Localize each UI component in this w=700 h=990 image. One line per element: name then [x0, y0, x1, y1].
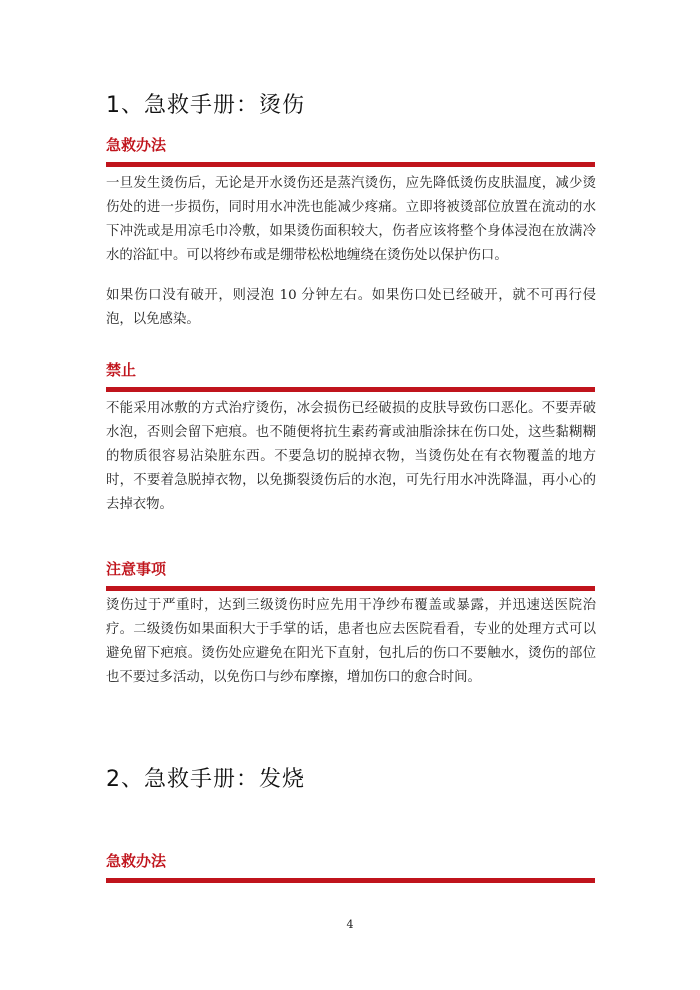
section-title-fever: 2、急救手册：发烧: [106, 767, 305, 792]
first-aid-paragraph-2: 如果伤口没有破开，则浸泡 10 分钟左右。如果伤口处已经破开，就不可再行侵泡，以免感染。: [106, 288, 596, 327]
page-number: 4: [346, 918, 354, 931]
heading-rule: [106, 162, 595, 167]
heading-first-aid-fever: 急救办法: [106, 852, 167, 870]
section-title-burns: 1、急救手册：烫伤: [106, 93, 305, 118]
forbidden-paragraph: 不能采用冰敷的方式治疗烫伤，冰会损伤已经破损的皮肤导致伤口恶化。不要弄破水泡，否则会留下疤痕。也不随便将抗生素药膏或油脂涂抹在伤口处，这些黏糊糊的物质很容易沾染脏东西。不要急切的脱掉衣物，当烫伤处在有衣物覆盖的地方时，不要着急脱掉衣物，以免撕裂烫伤后的水泡，可先行用水冲洗降温，再小心的去掉衣物。: [106, 401, 596, 512]
heading-notes: 注意事项: [106, 560, 167, 578]
heading-rule: [106, 878, 595, 883]
first-aid-paragraph-1: 一旦发生烫伤后，无论是开水烫伤还是蒸汽烫伤，应先降低烫伤皮肤温度，减少烫伤处的进一步损伤，同时用水冲洗也能减少疼痛。立即将被烫部位放置在流动的水下冲洗或是用凉毛巾冷敷，如果烫伤面积较大，伤者应该将整个身体浸泡在放满冷水的浴缸中。可以将纱布或是绷带松松地缠绕在烫伤处以保护伤口。: [106, 176, 596, 263]
heading-forbidden: 禁止: [106, 361, 137, 379]
heading-rule: [106, 387, 595, 392]
heading-rule: [106, 586, 595, 591]
heading-first-aid: 急救办法: [106, 136, 167, 154]
notes-paragraph: 烫伤过于严重时，达到三级烫伤时应先用干净纱布覆盖或暴露，并迅速送医院治疗。二级烫伤如果面积大于手掌的话，患者也应去医院看看，专业的处理方式可以避免留下疤痕。烫伤处应避免在阳光下直射，包扎后的伤口不要触水，烫伤的部位也不要过多活动，以免伤口与纱布摩擦，增加伤口的愈合时间。: [106, 598, 596, 685]
